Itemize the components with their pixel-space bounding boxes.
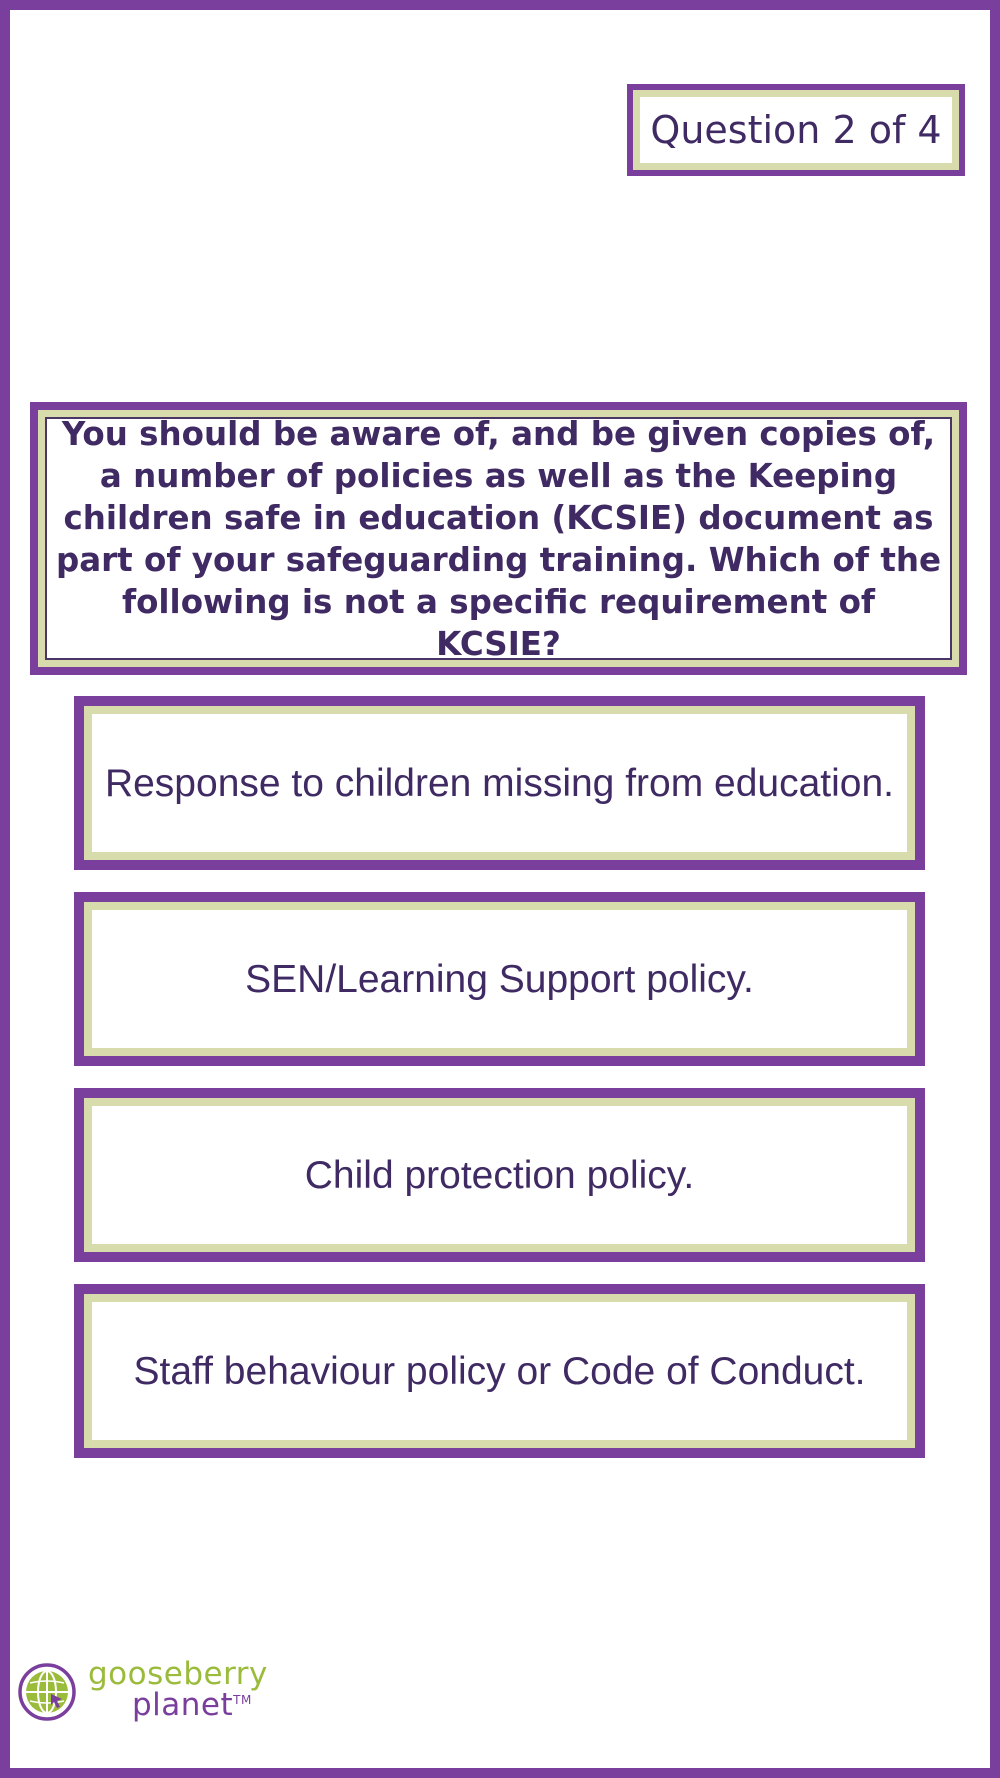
answer-option-1-inner bbox=[84, 706, 915, 860]
question-counter bbox=[627, 84, 965, 176]
logo-trademark: TM bbox=[233, 1693, 252, 1707]
question-text: You should be aware of, and be given copies of, a number of policies as well as the Keeping children safe in education (KCSIE) document as part of your safeguarding training. Which of the following is not a specific requirement of KCSIE? bbox=[55, 414, 942, 663]
logo-text-line2 bbox=[132, 1687, 252, 1723]
logo-text-line1: gooseberry bbox=[88, 1656, 268, 1692]
answer-option-3-inner bbox=[84, 1098, 915, 1252]
question-box bbox=[30, 402, 967, 675]
question-box-inner bbox=[45, 414, 952, 663]
globe-icon bbox=[18, 1663, 76, 1721]
answer-option-1[interactable] bbox=[74, 696, 925, 870]
answer-option-label: Staff behaviour policy or Code of Conduct. bbox=[133, 1349, 866, 1393]
answer-option-4[interactable] bbox=[74, 1284, 925, 1458]
question-counter-label: Question 2 of 4 bbox=[633, 90, 959, 170]
answer-option-2[interactable] bbox=[74, 892, 925, 1066]
gooseberry-planet-logo bbox=[18, 1656, 288, 1726]
answer-option-label: Response to children missing from education. bbox=[104, 761, 895, 805]
answer-option-2-inner bbox=[84, 902, 915, 1056]
logo-text-planet: planet bbox=[132, 1687, 234, 1723]
answer-option-label: SEN/Learning Support policy. bbox=[245, 957, 754, 1001]
answer-option-4-inner bbox=[84, 1294, 915, 1448]
question-box-accent bbox=[38, 410, 959, 667]
answer-option-label: Child protection policy. bbox=[304, 1153, 695, 1197]
answer-option-3[interactable] bbox=[74, 1088, 925, 1262]
